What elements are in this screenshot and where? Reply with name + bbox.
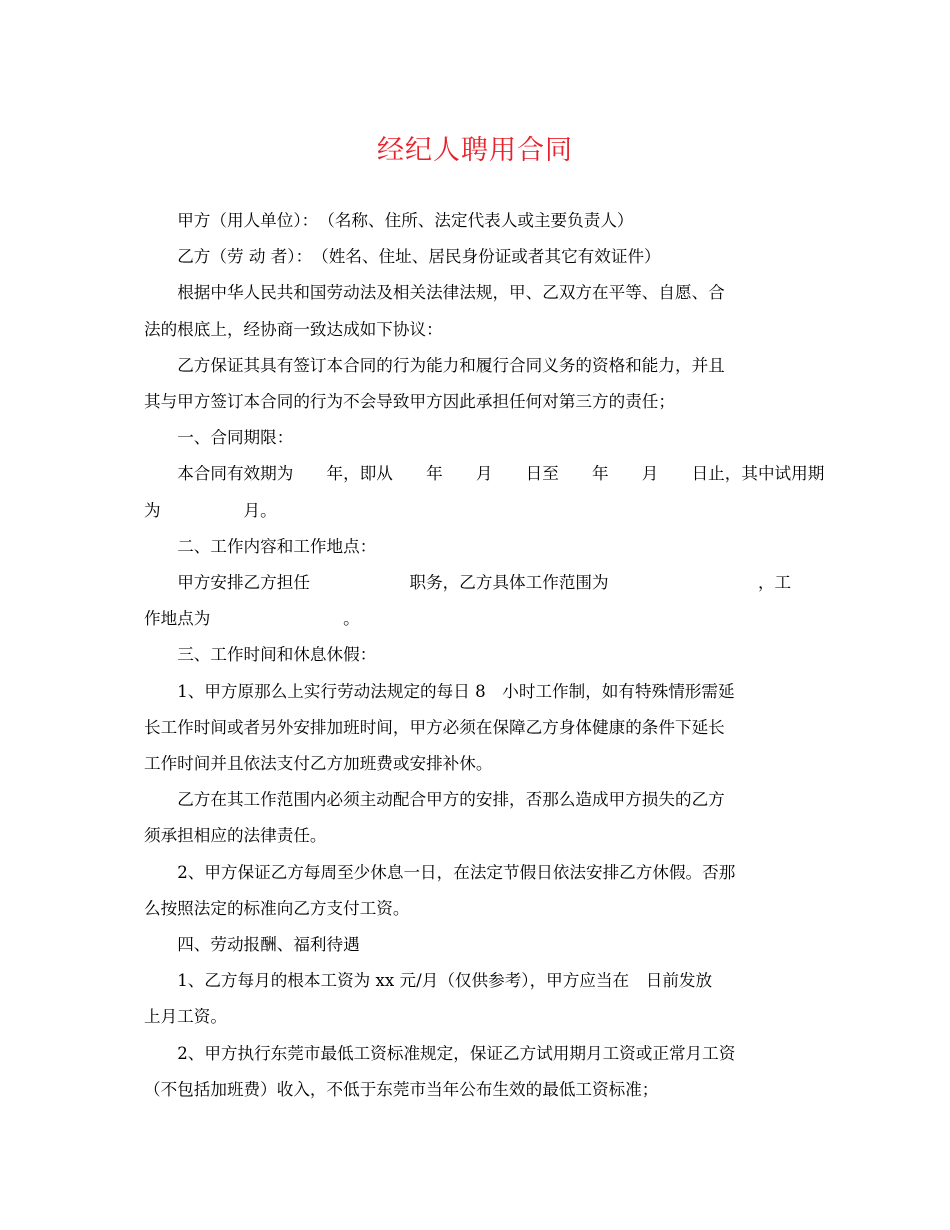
intro-line-2: 法的根底上，经协商一致达成如下协议： — [144, 319, 443, 339]
section3-item1b-line-2: 须承担相应的法律责任。 — [144, 826, 327, 846]
document-body — [144, 203, 825, 1108]
section3-item1-line-1: 1、甲方原那么上实行劳动法规定的每日 8 小时工作制，如有特殊情形需延 — [177, 681, 735, 701]
document-title: 经纪人聘用合同 — [377, 135, 573, 166]
section3-item2-line-2: 么按照法定的标准向乙方支付工资。 — [144, 898, 410, 918]
section3-item2-line-1: 2、甲方保证乙方每周至少休息一日，在法定节假日依法安排乙方休假。否那 — [177, 862, 736, 882]
section1-line-1: 本合同有效期为 年，即从 年 月 日至 年 月 日止，其中试用期 — [177, 464, 825, 484]
section1-heading: 一、合同期限： — [177, 428, 294, 448]
section4-item1-line-2: 上月工资。 — [144, 1007, 227, 1027]
intro-line-1: 根据中华人民共和国劳动法及相关法律法规，甲、乙双方在平等、自愿、合 — [177, 283, 725, 303]
section4-item2-line-2: （不包括加班费）收入，不低于东莞市当年公布生效的最低工资标准； — [144, 1079, 659, 1099]
guarantee-line-2: 其与甲方签订本合同的行为不会导致甲方因此承担任何对第三方的责任； — [144, 392, 675, 412]
section2-line-1: 甲方安排乙方担任 职务，乙方具体工作范围为 ，工 — [177, 573, 792, 593]
section3-item1b-line-1: 乙方在其工作范围内必须主动配合甲方的安排，否那么造成甲方损失的乙方 — [177, 790, 725, 810]
section4-item1-line-1: 1、乙方每月的根本工资为 xx 元/月（仅供参考），甲方应当在 日前发放 — [177, 971, 713, 991]
section4-heading: 四、劳动报酬、福利待遇 — [177, 935, 360, 955]
section1-line-2: 为 月。 — [144, 500, 277, 520]
party-b-line: 乙方（劳 动 者）： （姓名、住址、居民身份证或者其它有效证件） — [177, 247, 661, 267]
section2-line-2: 作地点为 。 — [144, 609, 360, 629]
section3-item1-line-3: 工作时间并且依法支付乙方加班费或安排补休。 — [144, 754, 493, 774]
guarantee-line-1: 乙方保证其具有签订本合同的行为能力和履行合同义务的资格和能力，并且 — [177, 355, 725, 375]
section4-item2-line-1: 2、甲方执行东莞市最低工资标准规定，保证乙方试用期月工资或正常月工资 — [177, 1043, 736, 1063]
section2-heading: 二、工作内容和工作地点： — [177, 536, 377, 556]
section3-heading: 三、工作时间和休息休假： — [177, 645, 377, 665]
party-a-line: 甲方（用人单位）： （名称、住所、法定代表人或主要负责人） — [177, 211, 634, 230]
section3-item1-line-2: 长工作时间或者另外安排加班时间，甲方必须在保障乙方身体健康的条件下延长 — [144, 717, 725, 737]
